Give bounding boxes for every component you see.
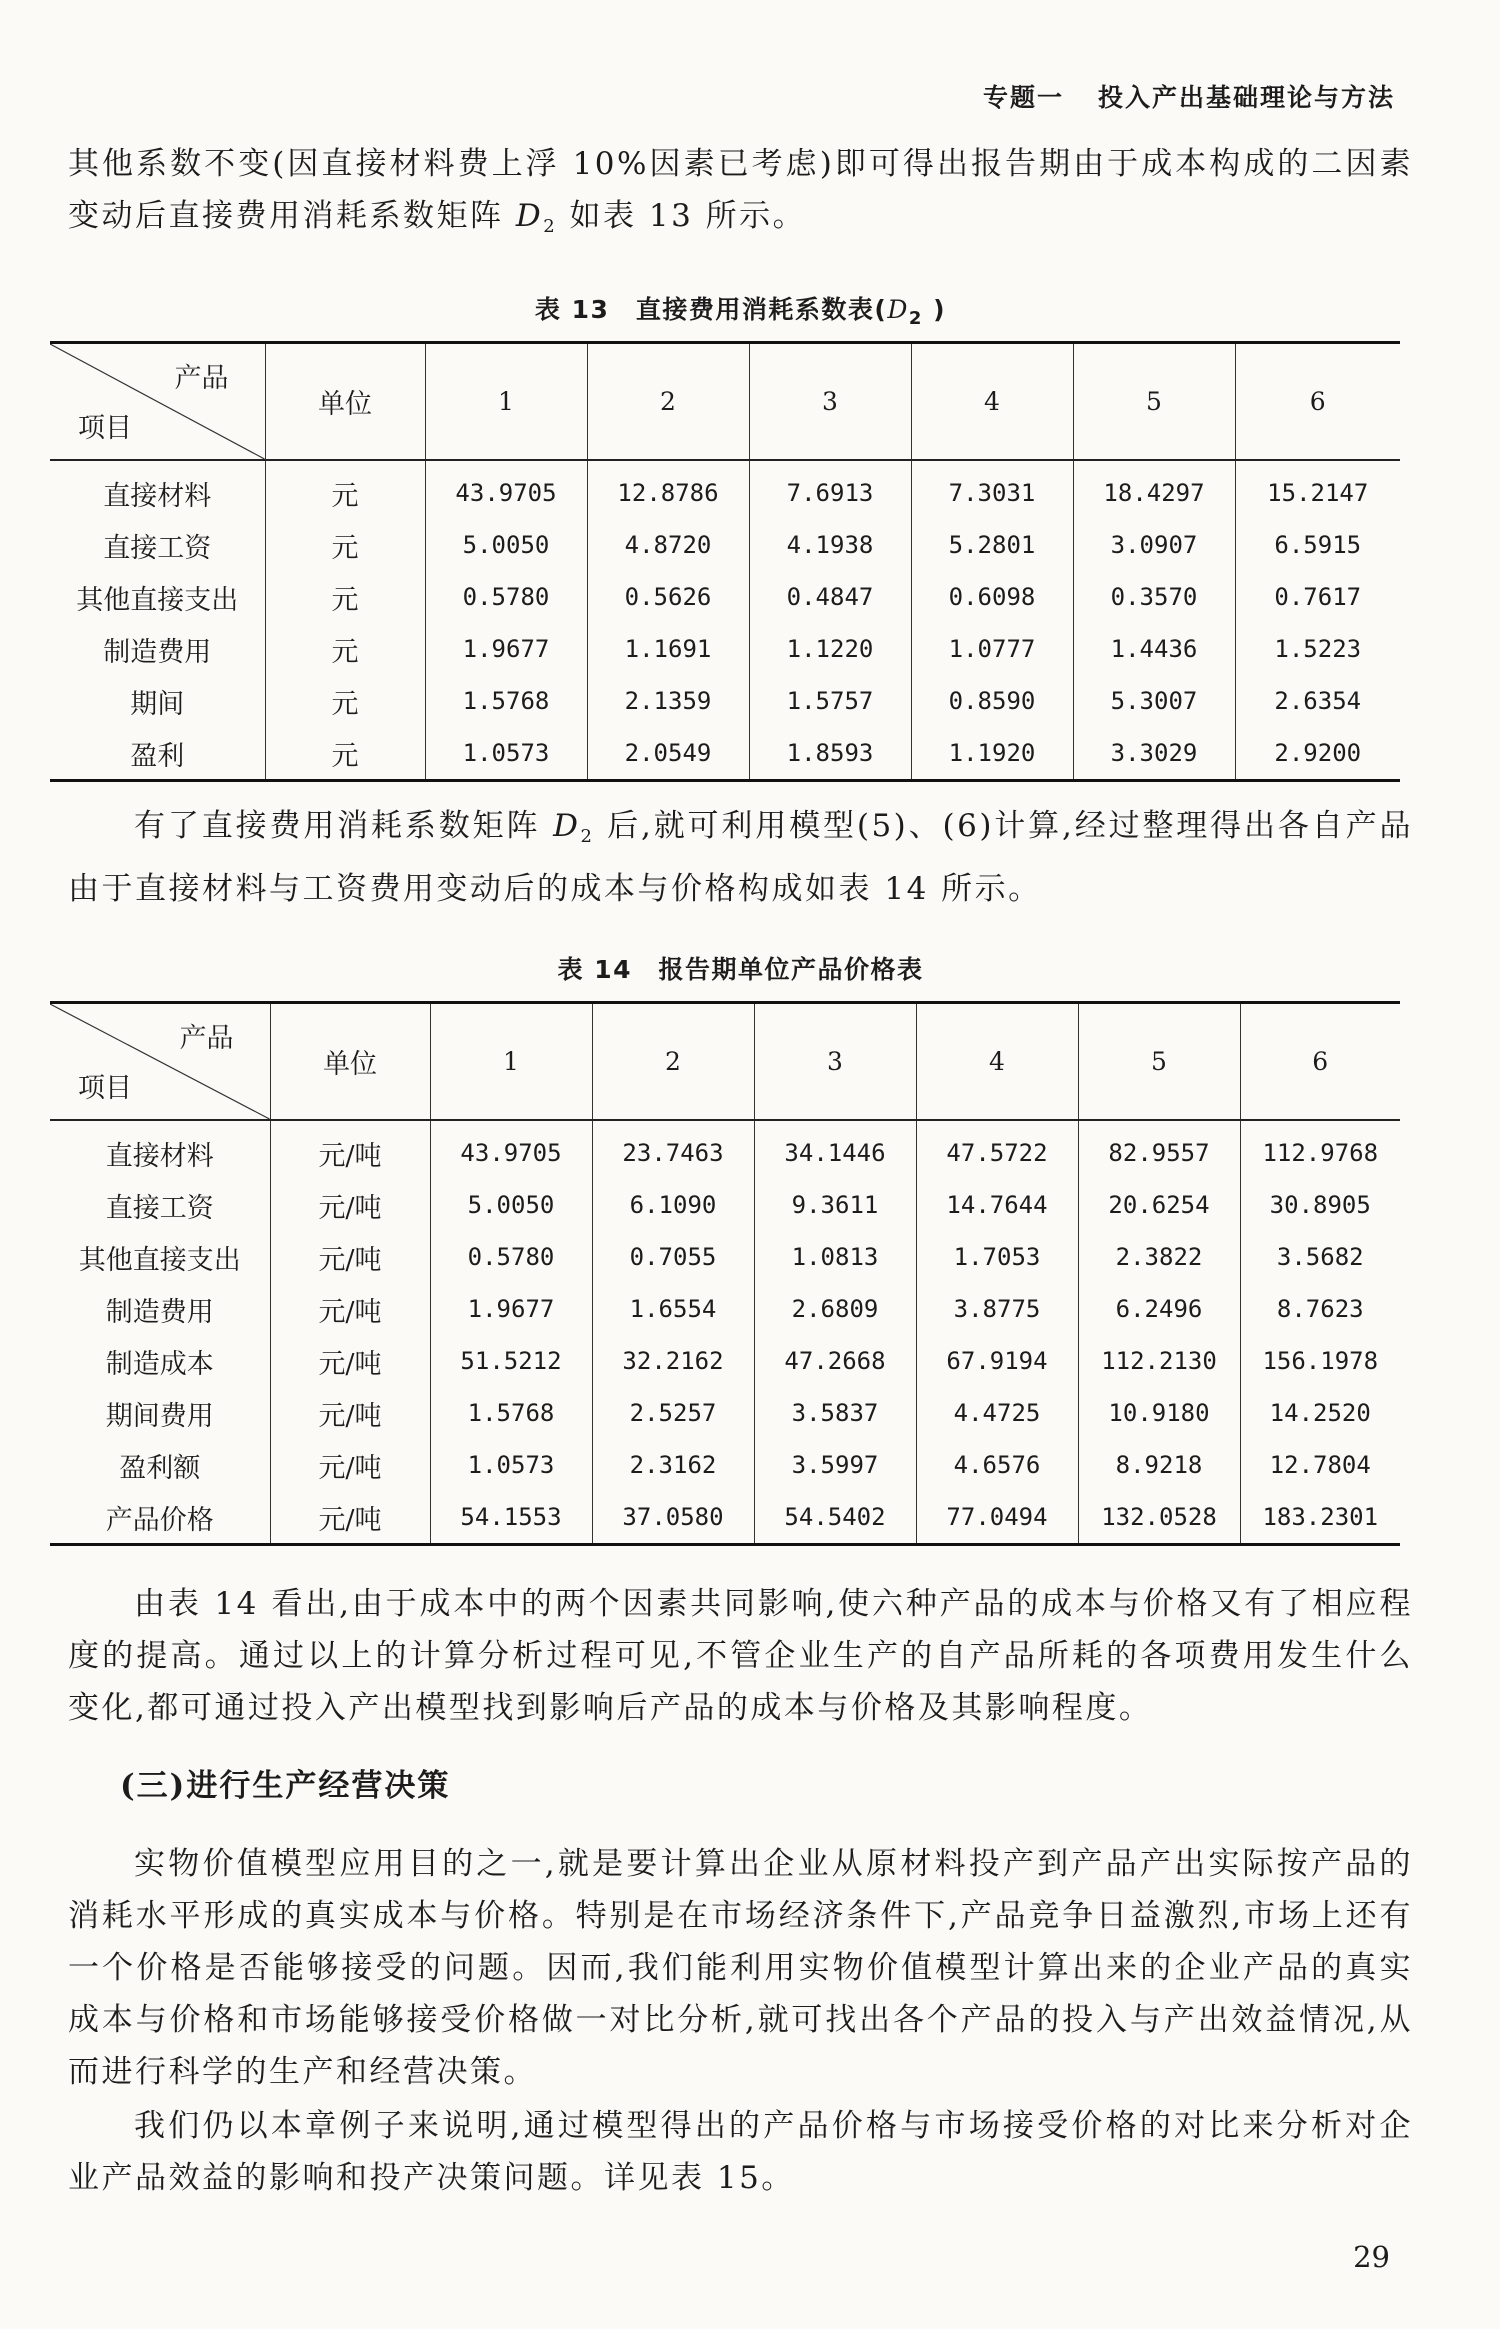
row-unit: 元 [265, 727, 425, 781]
table-cell: 2.6809 [754, 1283, 916, 1335]
table-cell: 4.1938 [749, 519, 911, 571]
table-cell: 156.1978 [1240, 1335, 1400, 1387]
table-cell: 5.2801 [911, 519, 1073, 571]
table-cell: 7.6913 [749, 460, 911, 519]
header-chapter: 专题一 [982, 83, 1064, 112]
row-unit: 元 [265, 460, 425, 519]
table-cell: 3.3029 [1073, 727, 1235, 781]
table-cell: 34.1446 [754, 1120, 916, 1179]
table-cell: 0.7055 [592, 1231, 754, 1283]
paragraph-decision: 实物价值模型应用目的之一,就是要计算出企业从原材料投产到产品产出实际按产品的消耗水平形成的真实成本与价格。特别是在市场经济条件下,产品竞争日益激烈,市场上还有一个价格是否能够接受的问题。因而,我们能利用实物价值模型计算出来的企业产品的真实成本与价格和市场能够接受价格做一对比分析,就可找出各个产品的投入与产出效益情况,从而进行科学的生产和经营决策。 [68, 1846, 1413, 2090]
running-header [983, 78, 1395, 114]
column-header-product-6: 6 [1235, 343, 1400, 461]
table-cell: 1.5757 [749, 675, 911, 727]
table-row [50, 519, 1400, 571]
row-label: 期间费用 [105, 1400, 214, 1432]
table-cell: 1.0573 [430, 1439, 592, 1491]
table-cell: 54.5402 [754, 1491, 916, 1545]
table-cell: 1.5223 [1235, 623, 1400, 675]
table-row [50, 727, 1400, 781]
row-label: 盈利额 [119, 1452, 201, 1484]
table-cell: 14.7644 [916, 1179, 1078, 1231]
table-cell: 4.6576 [916, 1439, 1078, 1491]
table-cell: 132.0528 [1078, 1491, 1240, 1545]
table-row [50, 1283, 1400, 1335]
paragraph-analysis: 由表 14 看出,由于成本中的两个因素共同影响,使六种产品的成本与价格又有了相应程度的提高。通过以上的计算分析过程可见,不管企业生产的自产品所耗的各项费用发生什么变化,都可通过投入产出模型找到影响后产品的成本与价格及其影响程度。 [68, 1586, 1413, 1726]
row-label: 直接工资 [105, 1192, 214, 1224]
table-row [50, 460, 1400, 519]
table-cell: 47.2668 [754, 1335, 916, 1387]
paragraph-intro [68, 138, 1413, 253]
table-header-row [50, 1003, 1400, 1121]
caption-symbol: D [887, 295, 909, 324]
table-cell: 77.0494 [916, 1491, 1078, 1545]
table-cell: 3.0907 [1073, 519, 1235, 571]
page-number: 29 [1353, 2240, 1390, 2274]
table-cell: 12.7804 [1240, 1439, 1400, 1491]
row-label: 直接工资 [103, 532, 212, 564]
column-header-product-6: 6 [1240, 1003, 1400, 1121]
table13-caption [68, 290, 1413, 329]
table-row [50, 623, 1400, 675]
table-cell: 1.0777 [911, 623, 1073, 675]
row-unit: 元/吨 [270, 1439, 430, 1491]
table-cell: 1.1920 [911, 727, 1073, 781]
row-label: 盈利 [130, 740, 185, 772]
table-cell: 1.5768 [425, 675, 587, 727]
table-cell: 2.3162 [592, 1439, 754, 1491]
column-header-product-4: 4 [911, 343, 1073, 461]
paragraph-model [68, 800, 1413, 915]
table-cell: 0.5780 [430, 1231, 592, 1283]
table-cell: 67.9194 [916, 1335, 1078, 1387]
table-cell: 15.2147 [1235, 460, 1400, 519]
table-cell: 8.7623 [1240, 1283, 1400, 1335]
row-label: 其他直接支出 [78, 1244, 241, 1276]
table-row [50, 1120, 1400, 1179]
matrix-subscript: 2 [580, 826, 595, 847]
table-cell: 6.5915 [1235, 519, 1400, 571]
table-cell: 0.5780 [425, 571, 587, 623]
table-cell: 1.6554 [592, 1283, 754, 1335]
table-cell: 5.0050 [425, 519, 587, 571]
paragraph-text: 其他系数不变(因直接材料费上浮 10%因素已考虑)即可得出报告期由于成本构成的二因素变动后直接费用消耗系数矩阵 [68, 146, 1413, 234]
row-label: 其他直接支出 [76, 584, 239, 616]
table-row [50, 1231, 1400, 1283]
row-label: 直接材料 [105, 1140, 214, 1172]
table-cell: 5.3007 [1073, 675, 1235, 727]
table-row [50, 571, 1400, 623]
table-cell: 6.2496 [1078, 1283, 1240, 1335]
corner-product-label: 产品 [174, 363, 229, 394]
header-title: 投入产出基础理论与方法 [1097, 83, 1395, 112]
table-cell: 43.9705 [430, 1120, 592, 1179]
table-cell: 183.2301 [1240, 1491, 1400, 1545]
table-cell: 1.1691 [587, 623, 749, 675]
table-cell: 3.5837 [754, 1387, 916, 1439]
table-cell: 14.2520 [1240, 1387, 1400, 1439]
caption-text-end: ) [922, 295, 947, 324]
table-row [50, 1439, 1400, 1491]
table-cell: 1.1220 [749, 623, 911, 675]
table-cell: 1.8593 [749, 727, 911, 781]
caption-text: 表 13 直接费用消耗系数表( [534, 295, 888, 324]
table-cell: 0.8590 [911, 675, 1073, 727]
column-header-product-5: 5 [1073, 343, 1235, 461]
table-cell: 1.9677 [430, 1283, 592, 1335]
table-cell: 1.0813 [754, 1231, 916, 1283]
table-cell: 23.7463 [592, 1120, 754, 1179]
table-cell: 0.7617 [1235, 571, 1400, 623]
table-cell: 2.9200 [1235, 727, 1400, 781]
table-cell: 3.8775 [916, 1283, 1078, 1335]
matrix-subscript: 2 [543, 216, 558, 237]
row-unit: 元/吨 [270, 1283, 430, 1335]
paragraph-example: 我们仍以本章例子来说明,通过模型得出的产品价格与市场接受价格的对比来分析对企业产品效益的影响和投产决策问题。详见表 15。 [68, 2108, 1413, 2196]
table-cell: 7.3031 [911, 460, 1073, 519]
table-header-row [50, 343, 1400, 461]
table-cell: 37.0580 [592, 1491, 754, 1545]
column-header-product-2: 2 [592, 1003, 754, 1121]
paragraph-text: 有了直接费用消耗系数矩阵 [134, 808, 554, 844]
matrix-symbol: D [515, 198, 544, 234]
table-cell: 30.8905 [1240, 1179, 1400, 1231]
table-cell: 0.5626 [587, 571, 749, 623]
corner-item-label: 项目 [78, 413, 132, 444]
table-cell: 8.9218 [1078, 1439, 1240, 1491]
row-unit: 元/吨 [270, 1491, 430, 1545]
unit-header: 单位 [265, 343, 425, 461]
row-unit: 元 [265, 675, 425, 727]
table-cell: 112.9768 [1240, 1120, 1400, 1179]
table-cell: 9.3611 [754, 1179, 916, 1231]
table-cell: 82.9557 [1078, 1120, 1240, 1179]
table14 [50, 1001, 1400, 1546]
table-cell: 0.3570 [1073, 571, 1235, 623]
row-label: 制造费用 [105, 1296, 214, 1328]
table-cell: 1.4436 [1073, 623, 1235, 675]
table-cell: 54.1553 [430, 1491, 592, 1545]
row-label: 制造费用 [103, 636, 212, 668]
column-header-product-1: 1 [430, 1003, 592, 1121]
matrix-symbol: D [553, 808, 581, 844]
table-cell: 1.7053 [916, 1231, 1078, 1283]
table-cell: 6.1090 [592, 1179, 754, 1231]
row-label: 期间 [130, 688, 185, 720]
corner-cell [50, 1003, 270, 1121]
table13 [50, 341, 1400, 782]
column-header-product-4: 4 [916, 1003, 1078, 1121]
table-cell: 2.0549 [587, 727, 749, 781]
table-row [50, 1335, 1400, 1387]
table-cell: 1.0573 [425, 727, 587, 781]
table-cell: 32.2162 [592, 1335, 754, 1387]
column-header-product-5: 5 [1078, 1003, 1240, 1121]
row-unit: 元/吨 [270, 1179, 430, 1231]
table-cell: 2.1359 [587, 675, 749, 727]
table-cell: 51.5212 [430, 1335, 592, 1387]
table-row [50, 1179, 1400, 1231]
table-cell: 5.0050 [430, 1179, 592, 1231]
table-cell: 0.6098 [911, 571, 1073, 623]
column-header-product-2: 2 [587, 343, 749, 461]
table-cell: 20.6254 [1078, 1179, 1240, 1231]
row-label: 直接材料 [103, 480, 212, 512]
unit-header: 单位 [270, 1003, 430, 1121]
table-cell: 2.6354 [1235, 675, 1400, 727]
caption-subscript: 2 [908, 308, 923, 329]
table-cell: 112.2130 [1078, 1335, 1240, 1387]
table-cell: 43.9705 [425, 460, 587, 519]
paragraph-text: 后,就可利用模型(5)、(6)计算,经过整理得出各自产品由于直接材料与工资费用变动后的成本与价格构成如表 14 所示。 [68, 808, 1413, 907]
table-cell: 18.4297 [1073, 460, 1235, 519]
row-unit: 元 [265, 623, 425, 675]
corner-product-label: 产品 [179, 1023, 234, 1054]
table-cell: 4.8720 [587, 519, 749, 571]
table-cell: 3.5997 [754, 1439, 916, 1491]
table-row [50, 1491, 1400, 1545]
table-row [50, 1387, 1400, 1439]
paragraph-text: 如表 13 所示。 [557, 198, 807, 234]
corner-item-label: 项目 [78, 1073, 132, 1104]
row-unit: 元 [265, 571, 425, 623]
column-header-product-3: 3 [749, 343, 911, 461]
table-cell: 10.9180 [1078, 1387, 1240, 1439]
table-cell: 3.5682 [1240, 1231, 1400, 1283]
row-unit: 元/吨 [270, 1387, 430, 1439]
table-cell: 12.8786 [587, 460, 749, 519]
table-cell: 4.4725 [916, 1387, 1078, 1439]
table-cell: 1.5768 [430, 1387, 592, 1439]
table-cell: 0.4847 [749, 571, 911, 623]
section-heading: (三)进行生产经营决策 [120, 1768, 451, 1804]
table-cell: 2.5257 [592, 1387, 754, 1439]
table-row [50, 675, 1400, 727]
table-cell: 2.3822 [1078, 1231, 1240, 1283]
row-unit: 元/吨 [270, 1231, 430, 1283]
row-label: 制造成本 [105, 1348, 214, 1380]
corner-cell [50, 343, 265, 461]
table-cell: 47.5722 [916, 1120, 1078, 1179]
row-label: 产品价格 [105, 1504, 214, 1536]
row-unit: 元/吨 [270, 1335, 430, 1387]
row-unit: 元/吨 [270, 1120, 430, 1179]
table-cell: 1.9677 [425, 623, 587, 675]
row-unit: 元 [265, 519, 425, 571]
table14-caption: 表 14 报告期单位产品价格表 [557, 955, 924, 984]
column-header-product-3: 3 [754, 1003, 916, 1121]
column-header-product-1: 1 [425, 343, 587, 461]
